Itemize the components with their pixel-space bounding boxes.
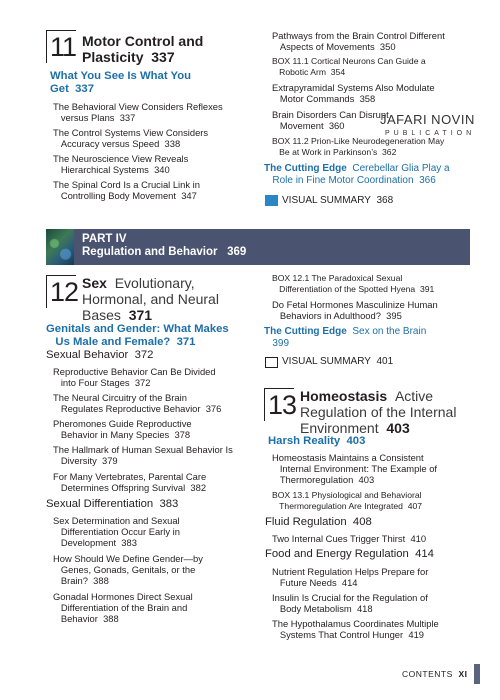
toc-entry[interactable]: Gonadal Hormones Direct Sexual Differentiation of the Brain and Behavior 388: [53, 591, 193, 624]
chapter-13-number: 13: [264, 388, 294, 421]
toc-entry[interactable]: Extrapyramidal Systems Also Modulate Motor Commands 358: [272, 82, 435, 104]
toc-box-entry[interactable]: BOX 11.2 Prion-Like Neurodegeneration May Be at Work in Parkinson’s 362: [272, 136, 445, 157]
toc-entry[interactable]: The Hypothalamus Coordinates Multiple Systems That Control Hunger 419: [272, 618, 439, 640]
toc-entry[interactable]: Insulin Is Crucial for the Regulation of Body Metabolism 418: [272, 592, 428, 614]
cutting-edge-entry[interactable]: The Cutting Edge Cerebellar Glia Play a Role in Fine Motor Coordination 366: [264, 163, 450, 186]
section-fluid-regulation[interactable]: Fluid Regulation 408: [265, 516, 372, 528]
toc-box-entry[interactable]: BOX 11.1 Cortical Neurons Can Guide a Robotic Arm 354: [272, 56, 426, 77]
toc-entry[interactable]: The Spinal Cord Is a Crucial Link in Controlling Body Movement 347: [53, 179, 200, 201]
section-sexual-differentiation[interactable]: Sexual Differentiation 383: [46, 498, 179, 510]
toc-entry[interactable]: The Control Systems View Considers Accuracy versus Speed 338: [53, 127, 209, 149]
toc-entry[interactable]: Pheromones Guide Reproductive Behavior in Many Species 378: [53, 418, 192, 440]
toc-entry[interactable]: Pathways from the Brain Control Different Aspects of Movements 350: [272, 30, 445, 52]
chapter-13-title: Homeostasis Active Regulation of the Internal Environment 403: [300, 388, 457, 436]
toc-entry[interactable]: Do Fetal Hormones Masculinize Human Behaviors in Adulthood? 395: [272, 299, 438, 321]
watermark-name: JAFARI NOVIN: [380, 112, 475, 127]
section-genitals-gender[interactable]: Genitals and Gender: What Makes Us Male and Female? 371: [46, 323, 229, 348]
visual-summary-icon: [265, 357, 278, 368]
toc-entry[interactable]: How Should We Define Gender—by Genes, Gonads, Genitals, or the Brain? 388: [53, 553, 203, 586]
toc-entry[interactable]: Brain Disorders Can Disrupt Movement 360: [272, 109, 389, 131]
section-what-you-see[interactable]: What You See Is What You Get 337: [50, 70, 192, 95]
toc-entry[interactable]: Reproductive Behavior Can Be Divided into Four Stages 372: [53, 366, 216, 388]
chapter-12-number: 12: [46, 275, 76, 308]
chapter-11-title: Motor Control and Plasticity 337: [82, 33, 204, 65]
toc-box-entry[interactable]: BOX 13.1 Physiological and Behavioral Thermoregulation Are Integrated 407: [272, 490, 423, 511]
footer-contents-label: CONTENTS XI: [402, 669, 468, 679]
toc-entry[interactable]: The Behavioral View Considers Reflexes versus Plans 337: [53, 101, 223, 123]
toc-entry[interactable]: Nutrient Regulation Helps Prepare for Future Needs 414: [272, 566, 429, 588]
visual-summary-entry[interactable]: VISUAL SUMMARY 368: [282, 195, 394, 206]
watermark-sub: PUBLICATION: [385, 130, 476, 137]
section-sexual-behavior[interactable]: Sexual Behavior 372: [46, 349, 154, 361]
part-image: [46, 229, 74, 265]
toc-entry[interactable]: Two Internal Cues Trigger Thirst 410: [272, 533, 427, 544]
visual-summary-entry[interactable]: VISUAL SUMMARY 401: [282, 356, 394, 367]
cutting-edge-entry[interactable]: The Cutting Edge Sex on the Brain 399: [264, 326, 427, 349]
part-title[interactable]: PART IV Regulation and Behavior 369: [82, 233, 247, 258]
toc-entry[interactable]: The Hallmark of Human Sexual Behavior Is Diversity 379: [53, 444, 233, 466]
toc-entry[interactable]: Homeostasis Maintains a Consistent Internal Environment: The Example of Thermoregulation 403: [272, 452, 438, 485]
section-food-energy[interactable]: Food and Energy Regulation 414: [265, 548, 434, 560]
toc-box-entry[interactable]: BOX 12.1 The Paradoxical Sexual Differentiation of the Spotted Hyena 391: [272, 273, 435, 294]
toc-entry[interactable]: The Neuroscience View Reveals Hierarchical Systems 340: [53, 153, 189, 175]
toc-entry[interactable]: For Many Vertebrates, Parental Care Determines Offspring Survival 382: [53, 471, 207, 493]
toc-entry[interactable]: Sex Determination and Sexual Differentiation Occur Early in Development 383: [53, 515, 180, 548]
toc-entry[interactable]: The Neural Circuitry of the Brain Regulates Reproductive Behavior 376: [53, 392, 222, 414]
chapter-12-title: Sex Evolutionary, Hormonal, and Neural Bases 371: [82, 275, 219, 323]
section-harsh-reality[interactable]: Harsh Reality 403: [268, 435, 366, 447]
chapter-11-number: 11: [46, 30, 76, 63]
footer-bar: [474, 664, 480, 684]
visual-summary-icon: [265, 195, 278, 206]
